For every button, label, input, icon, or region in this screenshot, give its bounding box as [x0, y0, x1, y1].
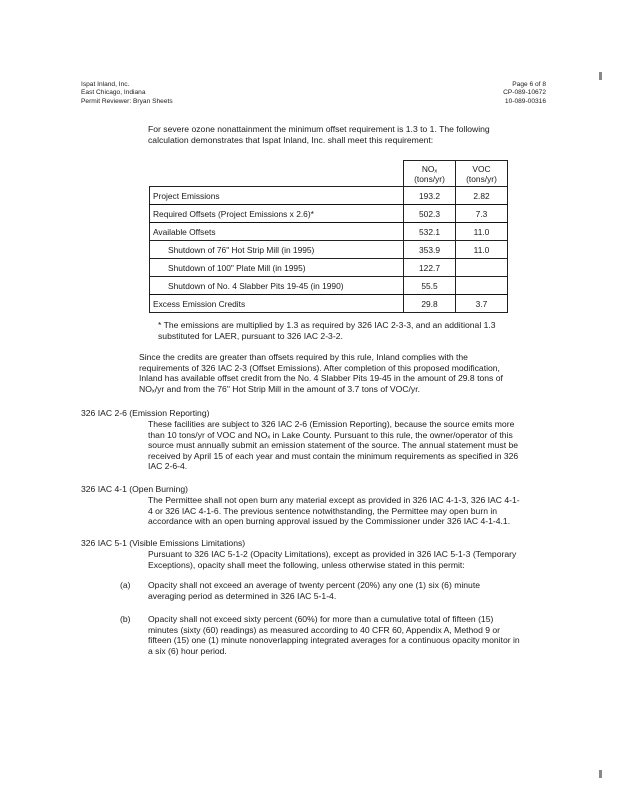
scan-mark	[599, 770, 602, 778]
header-right	[470, 81, 546, 106]
table-row	[150, 187, 508, 205]
nox-value: 29.8	[404, 295, 456, 313]
voc-value	[456, 259, 508, 277]
col-header-voc: VOC (tons/yr)	[456, 161, 508, 187]
emissions-table	[149, 160, 508, 313]
row-label: Required Offsets (Project Emissions x 2.6)*	[150, 205, 404, 223]
item-label: (a)	[120, 580, 131, 590]
permit-number: CP-089-10672	[503, 89, 546, 97]
table-row	[150, 259, 508, 277]
voc-value	[456, 277, 508, 295]
section-heading: 326 IAC 2-6 (Emission Reporting)	[81, 408, 210, 418]
voc-value: 11.0	[456, 241, 508, 259]
row-label: Project Emissions	[150, 187, 404, 205]
table-corner	[150, 161, 404, 187]
row-label: Shutdown of No. 4 Slabber Pits 19-45 (in 1990)	[150, 277, 404, 295]
nox-value: 532.1	[404, 223, 456, 241]
plant-id: 10-089-00316	[504, 97, 546, 105]
voc-value: 11.0	[456, 223, 508, 241]
page-number: Page 6 of 8	[512, 81, 546, 88]
row-label: Shutdown of 100" Plate Mill (in 1995)	[150, 259, 404, 277]
nox-value: 502.3	[404, 205, 456, 223]
company-name: Ispat Inland, Inc.	[81, 81, 130, 88]
row-label: Excess Emission Credits	[150, 295, 404, 313]
nox-value: 353.9	[404, 241, 456, 259]
nox-value: 55.5	[404, 277, 456, 295]
table-header-row	[150, 161, 508, 187]
voc-value: 3.7	[456, 295, 508, 313]
item-label: (b)	[120, 614, 131, 624]
section-body: These facilities are subject to 326 IAC 2-6 (Emission Reporting), because the source emits more than 10 tons/yr of VOC and NOₓ in Lake County. Pursuant to this rule, the owner/operator of this source must annually submit an emission statement of the source. The annual statement must be received by April 15 of each year and must contain the minimum requirements as specified in 326 IAC 2-6-4.	[148, 419, 519, 472]
header-left	[81, 81, 173, 106]
section-heading: 326 IAC 5-1 (Visible Emissions Limitations)	[81, 538, 246, 548]
voc-value: 7.3	[456, 205, 508, 223]
voc-value: 2.82	[456, 187, 508, 205]
table-row	[150, 277, 508, 295]
row-label: Shutdown of 76" Hot Strip Mill (in 1995)	[150, 241, 404, 259]
offset-credits-paragraph: Since the credits are greater than offsets required by this rule, Inland complies with the requirements of 326 IAC 2-3 (Offset Emissions). After completion of this proposed modification, Inland has available offset credit from the No. 4 Slabber Pits 19-45 in the amount of 29.8 tons of NOₓ/yr and from the 76" Hot Strip Mill in the amount of 3.7 tons of VOC/yr.	[139, 352, 503, 394]
nox-value: 193.2	[404, 187, 456, 205]
table-row	[150, 223, 508, 241]
company-location: East Chicago, Indiana	[81, 89, 146, 97]
col-header-nox: NOₓ (tons/yr)	[404, 161, 456, 187]
table-row	[150, 295, 508, 313]
table-row	[150, 205, 508, 223]
item-text: Opacity shall not exceed an average of twenty percent (20%) any one (1) six (6) minute averaging period as determined in 326 IAC 5-1-4.	[148, 580, 480, 601]
section-heading: 326 IAC 4-1 (Open Burning)	[81, 484, 189, 494]
table-footnote: * The emissions are multiplied by 1.3 as required by 326 IAC 2-3-3, and an additional 1.3 substituted for LAER, pursuant to 326 IAC 2-3-2.	[158, 320, 496, 341]
scan-mark	[599, 72, 602, 80]
permit-reviewer: Permit Reviewer: Bryan Sheets	[81, 97, 173, 105]
nox-value: 122.7	[404, 259, 456, 277]
intro-paragraph: For severe ozone nonattainment the minimum offset requirement is 1.3 to 1. The following calculation demonstrates that Ispat Inland, Inc. shall meet this requirement:	[148, 124, 490, 145]
section-body: Pursuant to 326 IAC 5-1-2 (Opacity Limitations), except as provided in 326 IAC 5-1-3 (Temporary Exceptions), opacity shall meet the following, unless otherwise stated in this permit:	[148, 549, 517, 570]
item-text: Opacity shall not exceed sixty percent (60%) for more than a cumulative total of fifteen (15) minutes (sixty (60) readings) as measured according to 40 CFR 60, Appendix A, Method 9 or fifteen (15) one (1) minute nonoverlapping integrated averages for a continuous opacity monitor in a six (6) hour period.	[148, 614, 520, 656]
row-label: Available Offsets	[150, 223, 404, 241]
section-body: The Permittee shall not open burn any material except as provided in 326 IAC 4-1-3, 326 IAC 4-1-4 or 326 IAC 4-1-6. The previous sentence notwithstanding, the Permittee may open burn in accordance with an open burning approval issued by the Commissioner under 326 IAC 4-1-4.1.	[148, 495, 520, 527]
table-row	[150, 241, 508, 259]
